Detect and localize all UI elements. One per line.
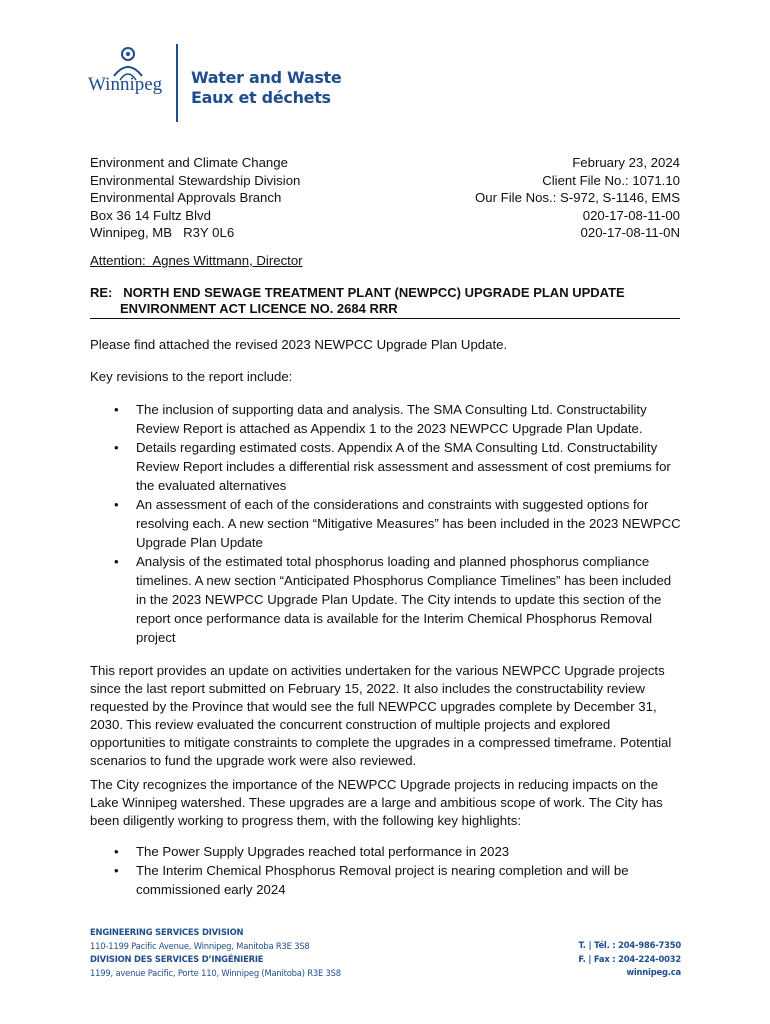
list-item: • An assessment of each of the considerations and constraints with suggested options for resolving each. A new section “Mitigative Measures” has been included in the 2023 NEWPCC Upgrade Plan Update: [114, 497, 681, 550]
recipient-line: Winnipeg, MB R3Y 0L6: [90, 225, 235, 240]
division-name-fr: DIVISION DES SERVICES D’INGÉNIERIE: [90, 954, 264, 964]
department-title-fr: Eaux et déchets: [191, 88, 331, 107]
file-ref: 020-17-08-11-0N: [580, 225, 680, 240]
bullet: •: [114, 554, 119, 569]
list-item: • Details regarding estimated costs. Appendix A of the SMA Consulting Ltd. Constructability Review Report includes a differential risk assessment and assessment of cost premiums for the evaluated alternatives: [114, 440, 671, 493]
bullet: •: [114, 440, 119, 455]
revisions-list: [108, 400, 684, 647]
letter-meta: [440, 154, 680, 242]
recipient-line: Environmental Stewardship Division: [90, 172, 301, 188]
recipient-line: Box 36 14 Fultz Blvd: [90, 207, 211, 223]
our-file-nos: Our File Nos.: S-972, S-1146, EMS: [475, 190, 680, 205]
list-item: • The Power Supply Upgrades reached total performance in 2023: [114, 844, 510, 859]
recipient-address: [90, 154, 300, 242]
footer-division: [90, 926, 341, 980]
list-item: • The Interim Chemical Phosphorus Removal project is nearing completion and will be commissioned early 2024: [114, 863, 629, 897]
attention-line: Attention: Agnes Wittmann, Director: [90, 253, 303, 268]
subject-line-1: RE: NORTH END SEWAGE TREATMENT PLANT (NEWPCC) UPGRADE PLAN UPDATE: [90, 285, 625, 300]
list-item: • Analysis of the estimated total phosphorus loading and planned phosphorus compliance timelines. A new section “Anticipated Phosphorus Compliance Timelines” has been included in the 2023 NEWPCC Upgrade Plan Update. The City intends to update this section of the report once performance data is available for the Interim Chemical Phosphorus Removal project: [114, 554, 672, 645]
fax-number: F. | Fax : 204-224-0032: [578, 953, 681, 964]
division-name-en: ENGINEERING SERVICES DIVISION: [90, 927, 244, 937]
bullet: •: [114, 844, 119, 859]
bullet: •: [114, 497, 119, 512]
department-title-en: Water and Waste: [191, 68, 342, 87]
website-link[interactable]: winnipeg.ca: [626, 967, 681, 977]
revisions-heading: Key revisions to the report include:: [90, 369, 293, 384]
recipient-line: Environmental Approvals Branch: [90, 190, 282, 205]
subject-line: [90, 285, 680, 319]
logo-divider: [176, 44, 178, 122]
phone-number: T. | Tél. : 204-986-7350: [578, 940, 681, 950]
highlights-list: [108, 842, 684, 899]
client-file-no: Client File No.: 1071.10: [542, 172, 680, 188]
city-paragraph: The City recognizes the importance of the NEWPCC Upgrade projects in reducing impacts on the Lake Winnipeg watershed. These upgrades are a large and ambitious scope of work. The City has been diligently working to progress them, with the following key highlights:: [90, 777, 663, 828]
recipient-line: Environment and Climate Change: [90, 155, 288, 170]
logo-wordmark: Winnipeg: [88, 74, 163, 95]
list-item: • The inclusion of supporting data and analysis. The SMA Consulting Ltd. Constructability Review Report is attached as Appendix 1 to the 2023 NEWPCC Upgrade Plan Update.: [114, 402, 647, 436]
file-ref: 020-17-08-11-00: [582, 207, 680, 223]
division-address-fr: 1199, avenue Pacific, Porte 110, Winnipeg (Manitoba) R3E 3S8: [90, 967, 341, 978]
subject-line-2: ENVIRONMENT ACT LICENCE NO. 2684 RRR: [120, 301, 398, 316]
footer-contact: [480, 939, 681, 980]
letter-date: February 23, 2024: [572, 155, 680, 170]
intro-paragraph: Please find attached the revised 2023 NEWPCC Upgrade Plan Update.: [90, 337, 508, 352]
division-address-en: 110-1199 Pacific Avenue, Winnipeg, Manitoba R3E 3S8: [90, 940, 310, 951]
bullet: •: [114, 402, 119, 417]
bullet: •: [114, 863, 119, 878]
report-paragraph: This report provides an update on activities undertaken for the various NEWPCC Upgrade projects since the last report submitted on February 15, 2022. It also includes the constructability review requested by the Province that would see the full NEWPCC upgrades complete by December 31, 2030. This review evaluated the concurrent construction of multiple projects and explored opportunities to mitigate constraints to complete the upgrades in a compressed timeframe. Potential scenarios to fund the upgrade work were also reviewed.: [90, 663, 672, 768]
